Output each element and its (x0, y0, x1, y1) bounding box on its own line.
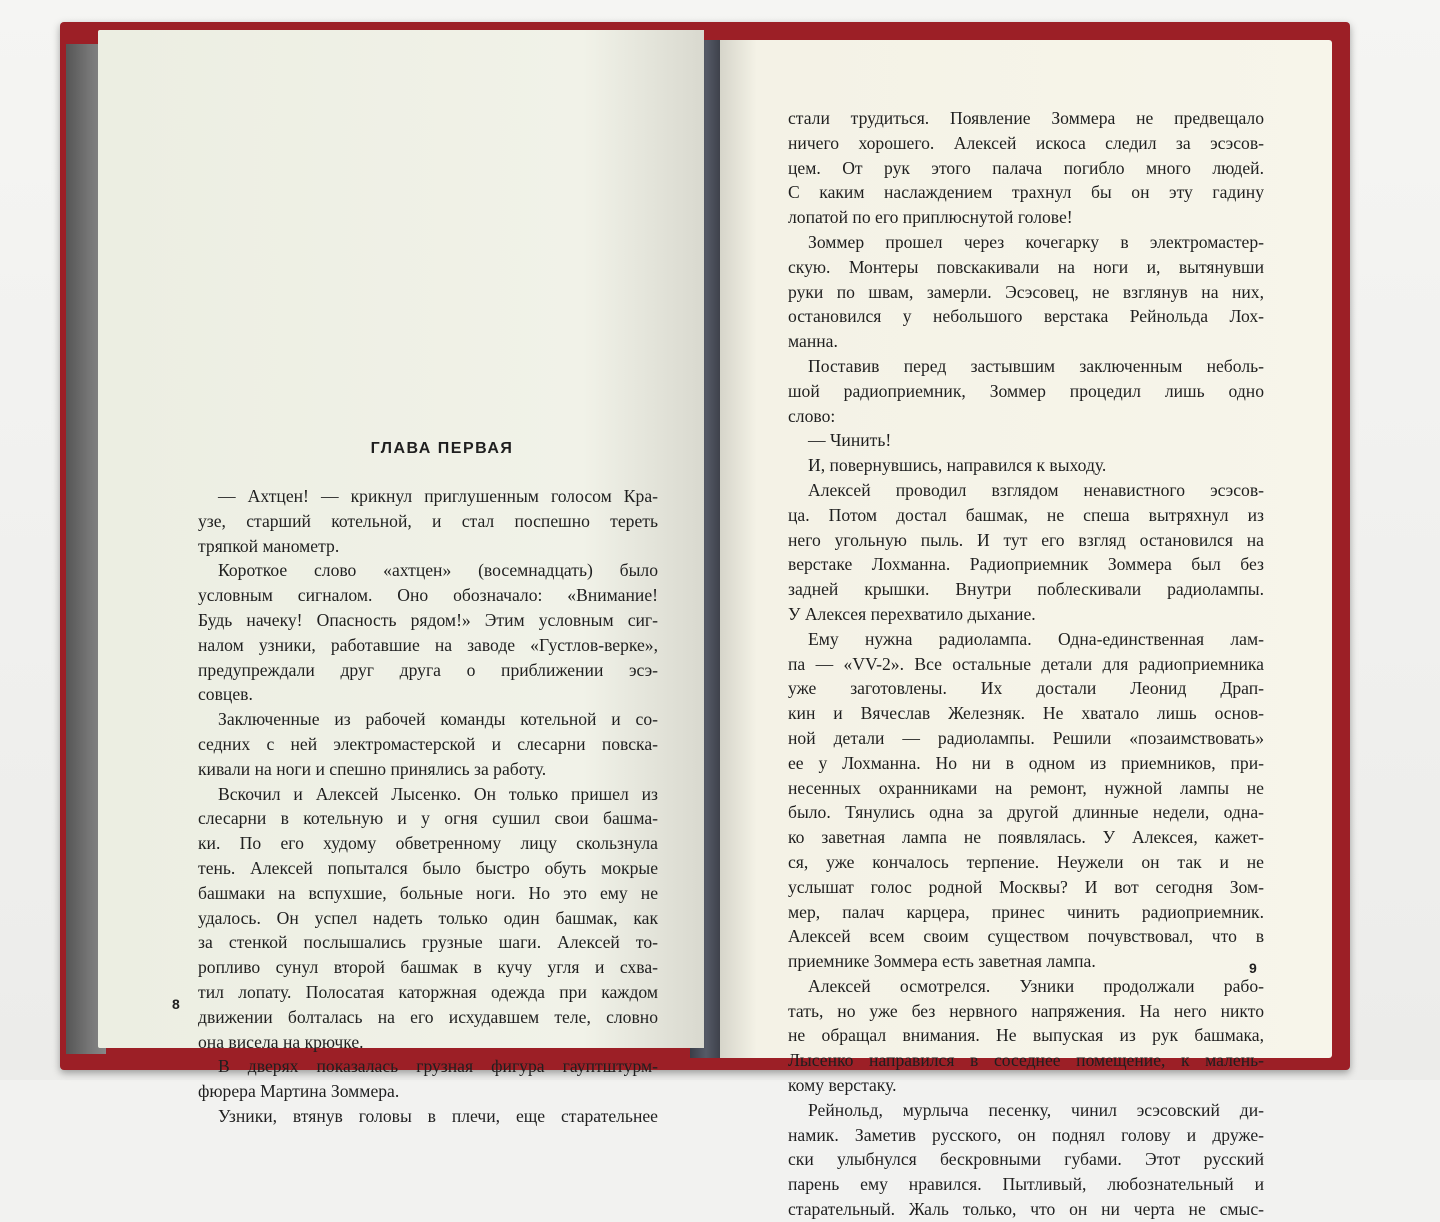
text-line: слесарни в котельную и у огня сушил свои башма- (198, 808, 658, 829)
text-line: ной детали — радиолампы. Решили «позаимствовать» (788, 727, 1264, 748)
right-page (720, 40, 1332, 1220)
text-line: Вскочил и Алексей Лысенко. Он только пришел из (218, 783, 658, 804)
text-line: Алексей осмотрелся. Узники продолжали рабо- (808, 975, 1264, 996)
text-line: приемнике Зоммера есть заветная лампа. (788, 951, 1096, 972)
text-line: парень ему нравился. Пытливый, любознательный и (788, 1174, 1264, 1195)
text-line: ее у Лохманна. Но ни в одном из приемников, при- (788, 752, 1264, 773)
text-line: тряпкой манометр. (198, 535, 340, 556)
text-line: уже заготовлены. Их достали Леонид Драп- (788, 678, 1264, 699)
text-line: — Ахтцен! — крикнул приглушенным голосом Кра- (218, 486, 658, 506)
text-line: Алексей проводил взглядом ненавистного эсэсов- (808, 479, 1264, 500)
text-line: она висела на крючке. (198, 1031, 364, 1052)
text-line: ся, уже кончалось терпение. Неужели он так и не (788, 851, 1264, 872)
text-line: Короткое слово «ахтцен» (восемнадцать) было (218, 560, 658, 581)
text-line: Ему нужна радиолампа. Одна-единственная лам- (808, 628, 1264, 649)
text-line: С каким наслаждением трахнул бы он эту гадину (788, 182, 1264, 203)
left-page-text (198, 484, 658, 1129)
left-page (98, 30, 704, 1126)
text-line: башмаки на вспухшие, больные ноги. Но это ему не (198, 882, 658, 903)
text-line: И, повернувшись, направился к выходу. (808, 455, 1107, 476)
text-line: условным сигналом. Оно обозначало: «Внимание! (198, 585, 658, 606)
text-line: движении болталась на его исхудавшем теле, словно (198, 1006, 658, 1027)
text-line: ца. Потом достал башмак, не спеша вытряхнул из (788, 504, 1264, 525)
text-line: седних с ней электромастерской и слесарни повска- (198, 733, 658, 754)
text-line: совцев. (198, 684, 253, 705)
text-line: услышат голос родной Москвы? И вот сегодня Зом- (788, 876, 1264, 897)
text-line: шой радиоприемник, Зоммер процедил лишь одно (788, 380, 1264, 401)
text-line: скую. Монтеры повскакивали на ноги и, вытянувши (788, 256, 1264, 277)
text-line: Узники, втянув головы в плечи, еще старательнее (218, 1105, 658, 1126)
page-number-left: 8 (172, 996, 180, 1012)
text-line: тень. Алексей попытался было быстро обуть мокрые (198, 857, 658, 878)
text-line: Алексей всем своим существом почувствовал, что в (788, 926, 1264, 947)
text-line: кин и Вячеслав Железняк. Не хватало лишь основ- (788, 703, 1264, 724)
text-line: У Алексея перехватило дыхание. (788, 603, 1036, 624)
text-line: него угольную пыль. И тут его взгляд остановился на (788, 529, 1264, 550)
text-line: намик. Заметив русского, он поднял голову и друже- (788, 1124, 1264, 1145)
text-line: ничего хорошего. Алексей искоса следил за эсэсов- (788, 132, 1264, 153)
right-page-text (788, 106, 1264, 1222)
text-line: задней крышки. Внутри поблескивали радиолампы. (788, 579, 1264, 600)
text-line: не обращал внимания. Не выпуская из рук башмака, (788, 1025, 1264, 1046)
text-line: па — «VV-2». Все остальные детали для радиоприемника (788, 653, 1264, 674)
text-line: тил лопату. Полосатая каторжная одежда при каждом (198, 981, 658, 1002)
text-line: лопатой по его приплюснутой голове! (788, 207, 1073, 228)
text-line: слово: (788, 405, 836, 426)
text-line: Поставив перед застывшим заключенным неболь- (808, 355, 1264, 376)
text-line: фюрера Мартина Зоммера. (198, 1081, 400, 1102)
text-line: за стенкой послышались грузные шаги. Алексей то- (198, 932, 658, 953)
text-line: В дверях показалась грузная фигура гауптштурм- (218, 1056, 658, 1077)
chapter-title: ГЛАВА ПЕРВАЯ (370, 440, 514, 457)
text-line: Рейнольд, мурлыча песенку, чинил эсэсовский ди- (808, 1099, 1264, 1120)
text-line: манна. (788, 331, 838, 352)
page-number-right: 9 (1249, 960, 1257, 976)
text-line: предупреждали друг друга о приближении эсэ- (198, 659, 658, 680)
text-line: Будь начеку! Опасность рядом!» Этим условным сиг- (198, 609, 658, 630)
text-line: ропливо сунул второй башмак в кучу угля и схва- (198, 957, 658, 978)
text-line: кому верстаку. (788, 1075, 897, 1096)
text-line: верстаке Лохманна. Радиоприемник Зоммера был без (788, 554, 1264, 575)
text-line: остановился у небольшого верстака Рейнольда Лох- (788, 306, 1264, 327)
text-line: несенных охранниками на ремонт, нужной лампы не (788, 777, 1264, 798)
text-line: удалось. Он успел надеть только один башмак, как (198, 907, 658, 928)
text-line: цем. От рук этого палача погибло много людей. (788, 157, 1264, 178)
text-line: ко заветная лампа не появлялась. У Алексея, кажет- (788, 827, 1264, 848)
text-line: было. Тянулись одна за другой длинные недели, одна- (788, 802, 1264, 823)
text-line: кивали на ноги и спешно принялись за работу. (198, 758, 547, 779)
text-line: Заключенные из рабочей команды котельной и со- (218, 709, 658, 730)
text-line: руки по швам, замерли. Эсэсовец, не взглянув на них, (788, 281, 1264, 302)
text-line: — Чинить! (808, 430, 892, 451)
text-line: налом узники, работавшие на заводе «Густлов-верке», (198, 634, 658, 655)
text-line: Лысенко направился в соседнее помещение, к малень- (788, 1050, 1264, 1071)
text-line: мер, палач карцера, принес чинить радиоприемник. (788, 901, 1264, 922)
text-line: Зоммер прошел через кочегарку в электромастер- (808, 231, 1264, 252)
text-line: узе, старший котельной, и стал поспешно тереть (198, 510, 658, 531)
text-line: ки. По его худому обветренному лицу скользнула (198, 833, 658, 854)
text-line: старательный. Жаль только, что он ни черта не смыс- (788, 1199, 1264, 1220)
text-line: тать, но уже без нервного напряжения. На него никто (788, 1000, 1264, 1021)
text-line: ски улыбнулся бескровными губами. Этот русский (788, 1149, 1264, 1170)
text-line: стали трудиться. Появление Зоммера не предвещало (788, 108, 1264, 128)
